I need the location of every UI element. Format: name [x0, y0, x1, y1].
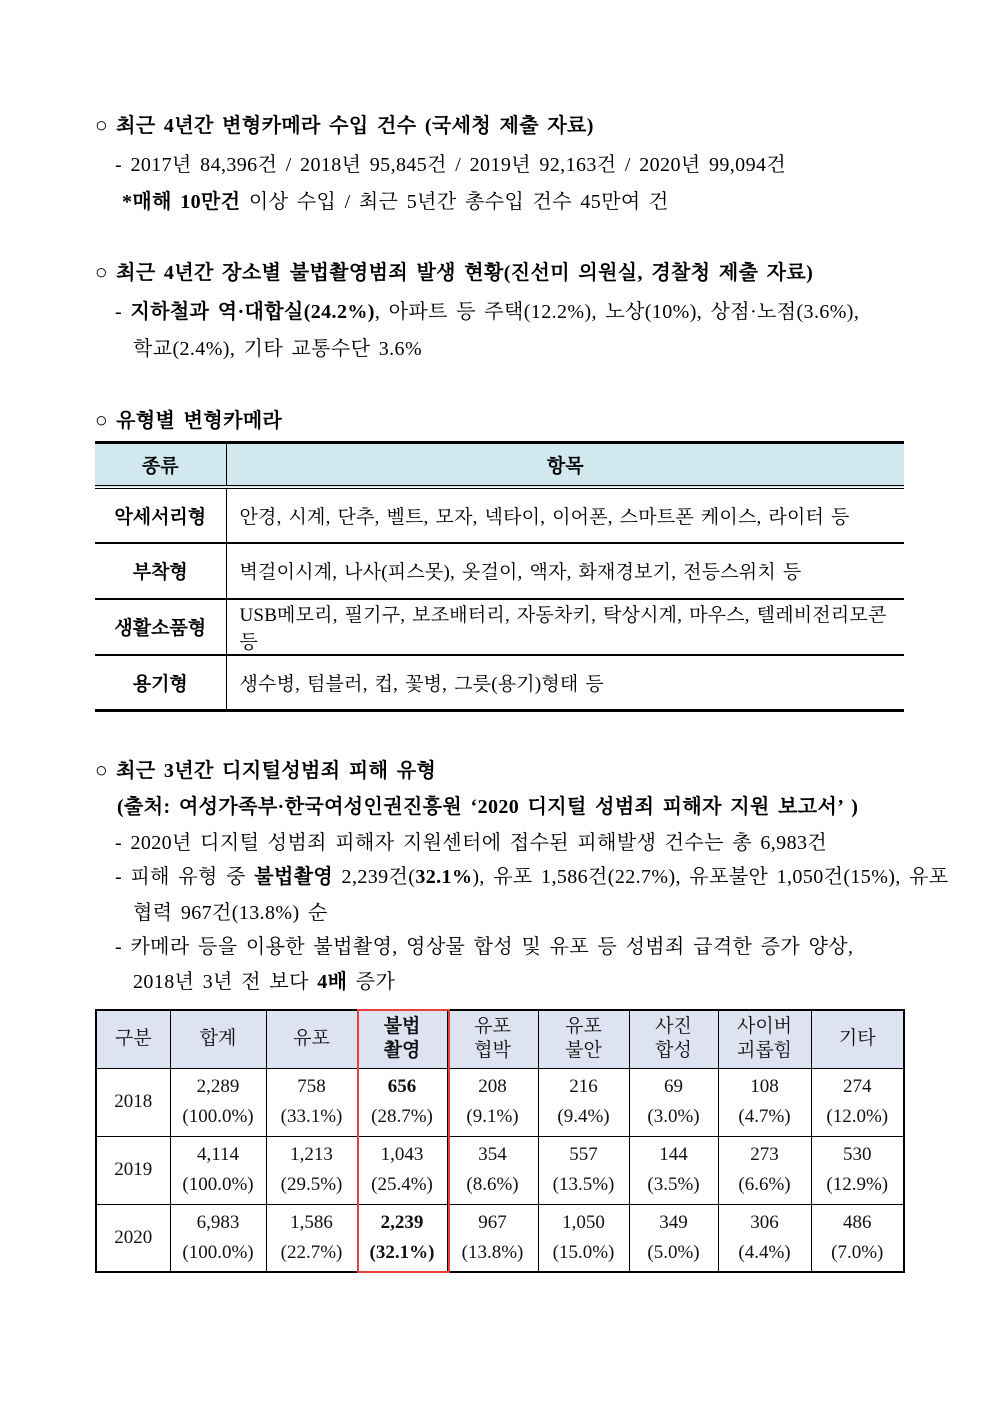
- items-cell: 벽걸이시계, 나사(피스못), 옷걸이, 액자, 화재경보기, 전등스위치 등: [226, 543, 904, 599]
- victims-bullet2-line2: 협력 967건(13.8%) 순: [133, 902, 328, 924]
- heading-text: 최근 3년간 디지털성범죄 피해 유형: [116, 760, 437, 782]
- year-cell: 2020: [96, 1204, 170, 1272]
- section-camera-imports: [95, 112, 904, 215]
- b3-rest: 증가: [347, 971, 396, 993]
- heading-text: 최근 4년간 변형카메라 수입 건수 (국세청 제출 자료): [116, 115, 594, 137]
- stats-header-row: [96, 1010, 904, 1068]
- type-cell: 생활소품형: [95, 599, 226, 655]
- victims-source-note: (출처: 여성가족부·한국여성인권진흥원 ‘2020 디지털 성범죄 피해자 지원 보고서’ ): [117, 796, 859, 818]
- items-cell: 생수병, 텀블러, 컵, 꽃병, 그릇(용기)형태 등: [239, 673, 604, 695]
- locations-rest: , 아파트 등 주택(12.2%), 노상(10%), 상점·노점(3.6%),: [374, 301, 860, 323]
- stat-cell: 144 (3.5%): [629, 1136, 718, 1204]
- stats-row-2019: [96, 1136, 904, 1204]
- stat-cell-highlighted: 2,239 (32.1%): [357, 1204, 447, 1272]
- stat-cell: 486 (7.0%): [811, 1204, 904, 1272]
- victim-stats-table: [95, 1009, 905, 1273]
- imports-note-rest: 이상 수입 / 최근 5년간 총수입 건수 45만여 건: [240, 191, 669, 213]
- circle-bullet-icon: ○: [95, 758, 109, 782]
- circle-bullet-icon: ○: [95, 113, 109, 137]
- table-row: [95, 543, 904, 599]
- b3-bold: 4배: [317, 971, 348, 993]
- stat-cell-highlighted: 656 (28.7%): [357, 1068, 447, 1136]
- heading-text: 유형별 변형카메라: [116, 410, 283, 432]
- locations-top-bold: 지하철과 역·대합실(24.2%): [130, 301, 375, 323]
- type-cell: 용기형: [95, 655, 226, 711]
- dash: -: [115, 301, 131, 323]
- circle-bullet-icon: ○: [95, 408, 109, 432]
- col-header-type: 종류: [95, 443, 226, 487]
- col-header-distribution: 유포: [266, 1010, 357, 1068]
- section-heading-locations: [95, 259, 904, 286]
- col-header-distribution-threat: 유포 협박: [447, 1010, 538, 1068]
- table-header-row: [95, 443, 904, 487]
- heading-text: 최근 4년간 장소별 불법촬영범죄 발생 현황(진선미 의원실, 경찰청 제출 자료): [116, 262, 814, 284]
- col-header-total: 합계: [170, 1010, 266, 1068]
- camera-type-table: [95, 441, 904, 712]
- col-header-photo-synthesis: 사진 합성: [629, 1010, 718, 1068]
- stat-cell: 208 (9.1%): [447, 1068, 538, 1136]
- table-row: [95, 599, 904, 655]
- stat-cell: 354 (8.6%): [447, 1136, 538, 1204]
- stats-table-wrapper: [95, 1009, 903, 1273]
- items-cell: USB메모리, 필기구, 보조배터리, 자동차키, 탁상시계, 마우스, 텔레비전리모콘 등: [226, 599, 904, 655]
- section-victim-types: [95, 757, 949, 995]
- stat-cell: 1,586 (22.7%): [266, 1204, 357, 1272]
- type-cell: 악세서리형: [95, 487, 226, 543]
- stat-cell: 216 (9.4%): [538, 1068, 629, 1136]
- year-cell: 2018: [96, 1068, 170, 1136]
- type-cell: 부착형: [95, 543, 226, 599]
- victims-bullet3-line1: - 카메라 등을 이용한 불법촬영, 영상물 합성 및 유포 등 성범죄 급격한 증가 양상,: [115, 936, 854, 958]
- stat-cell: 108 (4.7%): [718, 1068, 811, 1136]
- stat-cell: 69 (3.0%): [629, 1068, 718, 1136]
- imports-yearly-counts: - 2017년 84,396건 / 2018년 95,845건 / 2019년 92,163건 / 2020년 99,094건: [115, 154, 787, 176]
- stat-cell: 1,213 (29.5%): [266, 1136, 357, 1204]
- stat-cell: 4,114 (100.0%): [170, 1136, 266, 1204]
- col-header-cyber-harassment: 사이버 괴롭힘: [718, 1010, 811, 1068]
- table-row: [95, 487, 904, 543]
- b2-rest: ), 유포 1,586건(22.7%), 유포불안 1,050건(15%), 유포: [472, 866, 949, 888]
- b3-pre: 2018년 3년 전 보다: [133, 971, 318, 993]
- victims-bullet2-line1: [95, 864, 949, 890]
- col-header-distribution-anxiety: 유포 불안: [538, 1010, 629, 1068]
- stat-cell: 758 (33.1%): [266, 1068, 357, 1136]
- stat-cell: 274 (12.0%): [811, 1068, 904, 1136]
- stat-cell: 1,050 (15.0%): [538, 1204, 629, 1272]
- col-header-category: 구분: [96, 1010, 170, 1068]
- b2-mid: 2,239건(: [333, 866, 416, 888]
- stat-cell: 306 (4.4%): [718, 1204, 811, 1272]
- stat-cell: 557 (13.5%): [538, 1136, 629, 1204]
- stat-cell: 2,289 (100.0%): [170, 1068, 266, 1136]
- b2-bold-type: 불법촬영: [254, 866, 334, 888]
- section-heading-imports: [95, 112, 904, 139]
- items-cell: 안경, 시계, 단추, 벨트, 모자, 넥타이, 이어폰, 스마트폰 케이스, 라이터 등: [226, 487, 904, 543]
- col-header-etc: 기타: [811, 1010, 904, 1068]
- table-row: [95, 655, 904, 711]
- stat-cell-highlighted: 1,043 (25.4%): [357, 1136, 447, 1204]
- stat-cell: 530 (12.9%): [811, 1136, 904, 1204]
- circle-bullet-icon: ○: [95, 260, 109, 284]
- imports-note-bold: *매해 10만건: [122, 191, 241, 213]
- col-header-illegal-filming: 불법 촬영: [357, 1010, 447, 1068]
- section-heading-types: [95, 407, 904, 434]
- b2-bold-pct: 32.1%: [415, 866, 473, 888]
- stat-cell: 273 (6.6%): [718, 1136, 811, 1204]
- stat-cell: 349 (5.0%): [629, 1204, 718, 1272]
- locations-line1: [95, 299, 904, 325]
- imports-note: [95, 189, 904, 215]
- victims-bullet3-line2: [95, 969, 904, 995]
- b2-pre: - 피해 유형 중: [115, 866, 255, 888]
- locations-line2: 학교(2.4%), 기타 교통수단 3.6%: [133, 338, 423, 360]
- col-header-items: 항목: [226, 443, 904, 487]
- stats-row-2018: [96, 1068, 904, 1136]
- section-camera-types: [95, 407, 904, 712]
- year-cell: 2019: [96, 1136, 170, 1204]
- section-heading-victims: [95, 757, 904, 784]
- section-crime-locations: [95, 259, 904, 362]
- stat-cell: 6,983 (100.0%): [170, 1204, 266, 1272]
- victims-bullet1: - 2020년 디지털 성범죄 피해자 지원센터에 접수된 피해발생 건수는 총 6,983건: [115, 832, 828, 854]
- stat-cell: 967 (13.8%): [447, 1204, 538, 1272]
- stats-row-2020: [96, 1204, 904, 1272]
